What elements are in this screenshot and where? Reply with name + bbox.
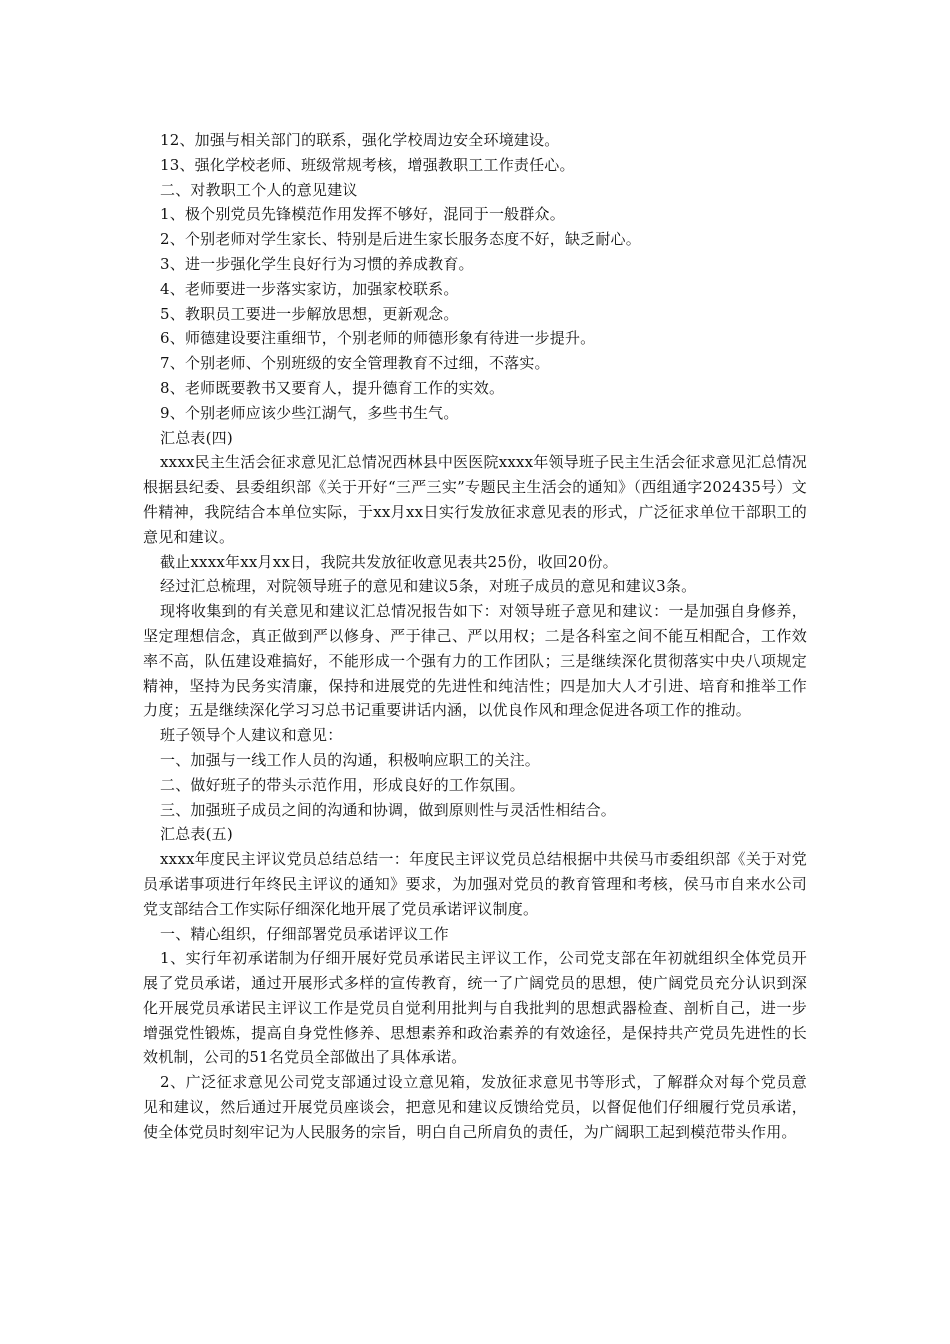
section-heading-staff-suggestions: 二、对教职工个人的意见建议 bbox=[160, 180, 358, 199]
document-body bbox=[143, 128, 807, 1145]
staff-item-1: 1、极个别党员先锋模范作用发挥不够好，混同于一般群众。 bbox=[160, 205, 565, 224]
leader-item-1: 一、加强与一线工作人员的沟通，积极响应职工的关注。 bbox=[160, 750, 541, 769]
staff-item-4: 4、老师要进一步落实家访，加强家校联系。 bbox=[160, 279, 459, 298]
leader-item-3: 三、加强班子成员之间的沟通和协调，做到原则性与灵活性相结合。 bbox=[160, 800, 617, 819]
leader-suggestions-heading: 班子领导个人建议和意见： bbox=[160, 726, 343, 745]
summary-4-report-paragraph: 现将收集到的有关意见和建议汇总情况报告如下：对领导班子意见和建议：一是加强自身修养，坚定理想信念，真正做到严以修身、严于律己、严以用权；二是各科室之间不能互相配合，工作效率不高，队伍建设难搞好，不能形成一个强有力的工作团队；三是继续深化贯彻落实中央八项规定精神，坚持为民务实清廉，保持和进展党的先进性和纯洁性；四是加大人才引进、培育和推举工作力度；五是继续深化学习习总书记重要讲话内涵，以优良作风和理念促进各项工作的推动。 bbox=[143, 602, 807, 720]
staff-item-9: 9、个别老师应该少些江湖气，多些书生气。 bbox=[160, 403, 459, 422]
list-item-12: 12、加强与相关部门的联系，强化学校周边安全环境建设。 bbox=[160, 131, 560, 149]
staff-item-3: 3、进一步强化学生良好行为习惯的养成教育。 bbox=[160, 254, 474, 273]
staff-item-7: 7、个别老师、个别班级的安全管理教育不过细，不落实。 bbox=[160, 354, 550, 373]
summary-5-intro-paragraph: xxxx年度民主评议党员总结总结一：年度民主评议党员总结根据中共侯马市委组织部《关于对党员承诺事项进行年终民主评议的通知》要求，为加强对党员的教育管理和考核，侯马市自来水公司党支部结合工作实际仔细深化地开展了党员承诺评议制度。 bbox=[143, 850, 807, 918]
staff-item-6: 6、师德建设要注重细节，个别老师的师德形象有待进一步提升。 bbox=[160, 329, 596, 348]
summary-5-item-2-paragraph: 2、广泛征求意见公司党支部通过设立意见箱，发放征求意见书等形式，了解群众对每个党员意见和建议，然后通过开展党员座谈会，把意见和建议反馈给党员，以督促他们仔细履行党员承诺，使全体党员时刻牢记为人民服务的宗旨，明白自己所肩负的责任，为广阔职工起到模范带头作用。 bbox=[143, 1073, 807, 1141]
summary-4-opinion-count-paragraph: 经过汇总梳理，对院领导班子的意见和建议5条，对班子成员的意见和建议3条。 bbox=[160, 577, 697, 596]
summary-4-intro-paragraph: xxxx民主生活会征求意见汇总情况西林县中医医院xxxx年领导班子民主生活会征求意见汇总情况根据县纪委、县委组织部《关于开好“三严三实”专题民主生活会的通知》（西组通字202435号）文件精神，我院结合本单位实际，于xx月xx日实行发放征求意见表的形式，广泛征求单位干部职工的意见和建议。 bbox=[143, 453, 807, 546]
summary-5-item-1-paragraph: 1、实行年初承诺制为仔细开展好党员承诺民主评议工作，公司党支部在年初就组织全体党员开展了党员承诺，通过开展形式多样的宣传教育，统一了广阔党员的思想，使广阔党员充分认识到深化开展党员承诺民主评议工作是党员自觉利用批判与自我批判的思想武器检查、剖析自己，进一步增强党性锻炼，提高自身党性修养、思想素养和政治素养的有效途径，是保持共产党员先进性的长效机制，公司的51名党员全部做出了具体承诺。 bbox=[143, 949, 807, 1067]
staff-item-8: 8、老师既要教书又要育人，提升德育工作的实效。 bbox=[160, 378, 505, 397]
summary-4-form-count-paragraph: 截止xxxx年xx月xx日，我院共发放征收意见表共25份，收回20份。 bbox=[160, 552, 618, 571]
summary-table-4-heading: 汇总表(四) bbox=[160, 428, 233, 447]
list-item-13: 13、强化学校老师、班级常规考核，增强教职工工作责任心。 bbox=[160, 155, 575, 174]
leader-item-2: 二、做好班子的带头示范作用，形成良好的工作氛围。 bbox=[160, 775, 525, 794]
summary-table-5-heading: 汇总表(五) bbox=[160, 825, 233, 844]
staff-item-5: 5、教职员工要进一步解放思想，更新观念。 bbox=[160, 304, 459, 323]
staff-item-2: 2、个别老师对学生家长、特别是后进生家长服务态度不好，缺乏耐心。 bbox=[160, 230, 641, 249]
summary-5-section-heading: 一、精心组织，仔细部署党员承诺评议工作 bbox=[160, 924, 449, 943]
